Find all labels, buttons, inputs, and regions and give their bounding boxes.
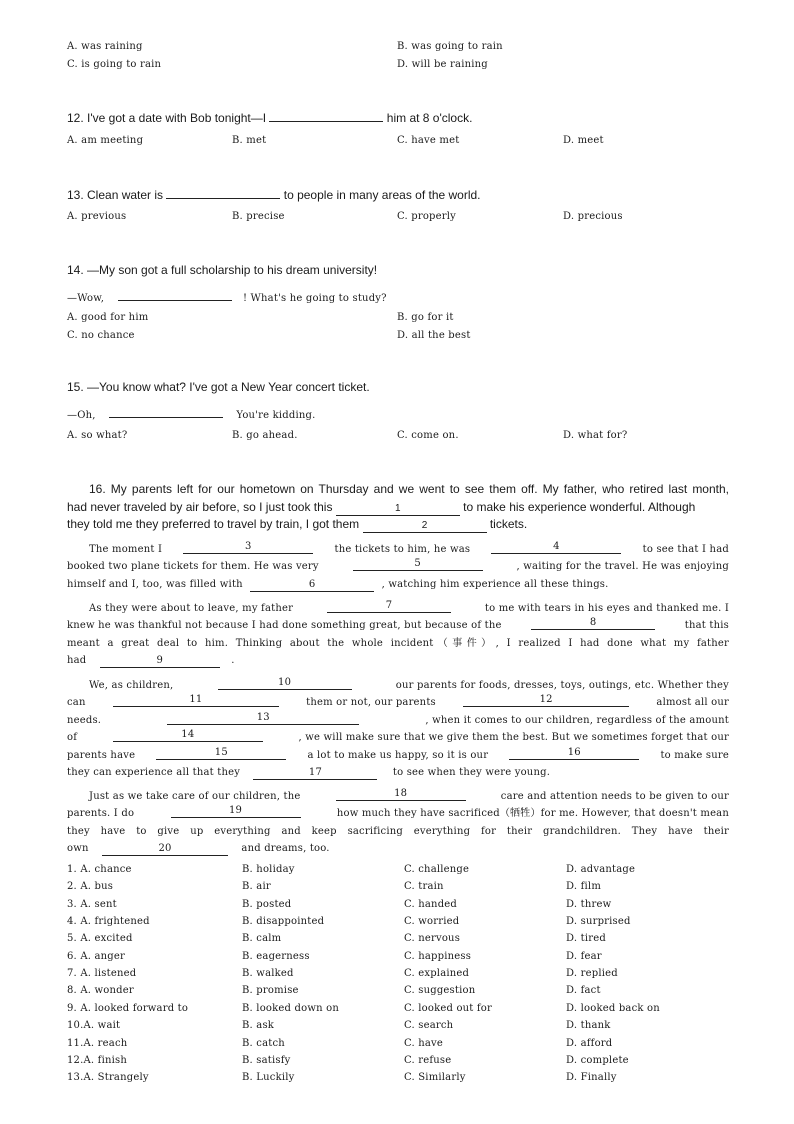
p5-t2: care and attention needs to be given to our <box>500 791 729 802</box>
q14-option-b: B. go for it <box>397 312 454 323</box>
option-a: 1. A. chance <box>67 864 132 875</box>
blank-14[interactable]: 14 <box>113 729 263 742</box>
option-b: B. satisfy <box>242 1054 291 1066</box>
option-b: B. air <box>242 881 271 893</box>
p5-line-1 <box>67 788 729 805</box>
p4-t8: needs. <box>67 714 102 726</box>
q15-reply <box>67 405 316 421</box>
blank-1[interactable]: 1 <box>336 503 460 516</box>
option-b: B. calm <box>242 933 282 945</box>
option-c: C. suggestion <box>404 985 476 997</box>
blank-5[interactable]: 5 <box>353 558 483 571</box>
passage-paragraph-3 <box>67 600 729 670</box>
q13-blank[interactable] <box>166 186 280 199</box>
q12-blank[interactable] <box>269 109 383 122</box>
option-a: 10.A. wait <box>67 1020 121 1032</box>
q12-option-c: C. have met <box>397 135 460 146</box>
p2-t4: to see that I had <box>642 544 729 555</box>
option-a: 8. A. wonder <box>67 985 134 997</box>
p1-text-a: had never traveled by air before, so I just took this <box>67 499 333 514</box>
option-d: D. thank <box>566 1020 611 1032</box>
option-b: B. promise <box>242 985 299 997</box>
q13-stem-before: 13. Clean water is <box>67 188 164 202</box>
p1-text-b: to make his experience wonderful. Although <box>463 499 696 514</box>
p4-t14: parents have <box>67 749 136 761</box>
option-d: D. threw <box>566 898 612 910</box>
option-d: D. complete <box>566 1054 629 1066</box>
option-row <box>67 1020 747 1037</box>
option-row <box>67 1038 747 1055</box>
option-row <box>67 916 747 933</box>
q13-stem-after: to people in many areas of the world. <box>283 188 481 202</box>
p4-t7: almost all our <box>656 697 729 709</box>
p4-t21: to see when they were young. <box>392 767 551 779</box>
p5-t7: own <box>67 843 89 855</box>
p4-line-5 <box>67 747 729 764</box>
option-a: 2. A. bus <box>67 881 114 893</box>
option-c: C. Similarly <box>404 1072 466 1084</box>
q11-option-c: C. is going to rain <box>67 59 162 70</box>
q15-reply-after: You're kidding. <box>236 410 316 421</box>
option-a: 4. A. frightened <box>67 916 150 928</box>
p4-t2: our parents for foods, dresses, toys, outings, etc. Whether they <box>395 680 729 691</box>
p4-t19: they can experience all that they <box>67 767 241 779</box>
p4-line-6 <box>67 764 729 781</box>
blank-10[interactable]: 10 <box>218 677 352 690</box>
option-row <box>67 968 747 985</box>
option-a: 3. A. sent <box>67 898 117 910</box>
p5-t3: parents. I do <box>67 808 135 820</box>
option-row <box>67 864 747 881</box>
option-a: 9. A. looked forward to <box>67 1002 189 1014</box>
q13-option-c: C. properly <box>397 211 457 222</box>
q11-option-d: D. will be raining <box>397 59 488 70</box>
q13-options <box>67 211 747 228</box>
blank-16[interactable]: 16 <box>509 747 639 760</box>
option-row <box>67 951 747 968</box>
q15-reply-before: —Oh, <box>67 410 96 421</box>
option-d: D. film <box>566 881 601 893</box>
option-d: D. advantage <box>566 864 636 875</box>
p3-line-3: meant a great deal to him. Thinking about the whole incident（事件）, I realized I had done what my father <box>67 637 729 649</box>
option-c: C. happiness <box>404 950 472 962</box>
option-d: D. replied <box>566 968 618 980</box>
option-c: C. handed <box>404 898 458 910</box>
q13-option-a: A. previous <box>67 211 127 222</box>
blank-19[interactable]: 19 <box>171 805 301 818</box>
q15-option-c: C. come on. <box>397 430 459 441</box>
blank-3[interactable]: 3 <box>183 541 313 554</box>
p5-line-4 <box>67 840 729 857</box>
blank-7[interactable]: 7 <box>327 600 451 613</box>
p3-t3: knew he was thankful not because I had done something great, but because of the <box>67 620 502 632</box>
option-d: D. looked back on <box>566 1002 660 1014</box>
q12-option-d: D. meet <box>563 135 604 146</box>
p4-t10: , when it comes to our children, regardless of the amount <box>425 714 729 726</box>
blank-20[interactable]: 20 <box>102 843 228 856</box>
p2-t10: , watching him experience all these things. <box>381 578 609 590</box>
p5-line-3: they have to give up everything and keep sacrificing everything for their grandchildren. They have their <box>67 825 729 837</box>
blank-2[interactable]: 2 <box>363 520 487 533</box>
blank-8[interactable]: 8 <box>531 617 655 630</box>
passage-paragraph-1 <box>67 481 729 534</box>
option-row <box>67 1003 747 1020</box>
option-c: C. explained <box>404 968 470 980</box>
p3-t9: . <box>231 655 235 667</box>
option-row <box>67 899 747 916</box>
option-a: 13.A. Strangely <box>67 1072 149 1084</box>
p1-text-c: they told me they preferred to travel by train, I got them <box>67 517 360 531</box>
q12-option-b: B. met <box>232 135 267 146</box>
blank-17[interactable]: 17 <box>253 767 377 780</box>
option-b: B. holiday <box>242 864 295 875</box>
option-d: D. fact <box>566 985 601 997</box>
q12-options <box>67 135 747 152</box>
option-c: C. refuse <box>404 1054 452 1066</box>
p1-text-d: tickets. <box>489 517 528 531</box>
p1-line-3 <box>67 516 729 534</box>
p4-line-4 <box>67 729 729 746</box>
blank-15[interactable]: 15 <box>156 747 286 760</box>
p2-t5: booked two plane tickets for them. He was very <box>67 561 319 573</box>
option-b: B. looked down on <box>242 1002 339 1014</box>
q14-reply <box>67 288 387 304</box>
blank-9[interactable]: 9 <box>100 655 220 668</box>
q12-stem-after: him at 8 o'clock. <box>386 111 473 125</box>
option-b: B. ask <box>242 1020 275 1032</box>
q11-option-a: A. was raining <box>67 41 143 52</box>
p2-t8: himself and I, too, was filled with <box>67 578 243 590</box>
option-c: C. search <box>404 1020 454 1032</box>
p3-t0: As they were about to leave, my father <box>89 603 294 614</box>
p2-t7: , waiting for the travel. He was enjoying <box>516 561 729 573</box>
q11-option-b: B. was going to rain <box>397 41 503 52</box>
passage-paragraph-5 <box>67 788 729 858</box>
option-b: B. catch <box>242 1037 285 1049</box>
option-a: 12.A. finish <box>67 1054 127 1066</box>
p4-t16: a lot to make us happy, so it is our <box>307 749 489 761</box>
option-row <box>67 1055 747 1072</box>
option-a: 11.A. reach <box>67 1037 128 1049</box>
option-row <box>67 933 747 950</box>
p4-t0: We, as children, <box>89 680 174 691</box>
p4-t5: them or not, our parents <box>306 697 436 709</box>
option-d: D. tired <box>566 933 606 945</box>
q14-option-d: D. all the best <box>397 330 471 341</box>
option-row <box>67 881 747 898</box>
option-b: B. Luckily <box>242 1072 295 1084</box>
p5-line-2 <box>67 805 729 822</box>
q14-option-c: C. no chance <box>67 330 135 341</box>
p2-line-1 <box>67 541 729 558</box>
q15-stem: 15. —You know what? I've got a New Year concert ticket. <box>67 380 370 394</box>
option-d: D. afford <box>566 1037 613 1049</box>
q12-stem <box>67 109 472 125</box>
option-c: C. have <box>404 1037 444 1049</box>
blank-18[interactable]: 18 <box>336 788 466 801</box>
q14-reply-after: ! What's he going to study? <box>242 293 387 304</box>
q12-stem-before: 12. I've got a date with Bob tonight—I <box>67 111 267 125</box>
option-a: 7. A. listened <box>67 968 137 980</box>
q12-option-a: A. am meeting <box>67 135 144 146</box>
option-a: 5. A. excited <box>67 933 133 945</box>
option-c: C. nervous <box>404 933 461 945</box>
p4-t18: to make sure <box>660 749 729 761</box>
q15-option-b: B. go ahead. <box>232 430 298 441</box>
p4-line-3 <box>67 712 729 729</box>
option-row <box>67 985 747 1002</box>
option-b: B. posted <box>242 898 292 910</box>
p2-line-2 <box>67 558 729 575</box>
option-a: 6. A. anger <box>67 950 126 962</box>
p1-line-2 <box>67 499 729 517</box>
p5-t9: and dreams, too. <box>241 843 330 855</box>
q15-option-d: D. what for? <box>563 430 628 441</box>
q13-option-b: B. precise <box>232 211 285 222</box>
blank-12[interactable]: 12 <box>463 694 629 707</box>
p5-t0: Just as we take care of our children, the <box>89 791 301 802</box>
p2-t0: The moment I <box>89 544 163 555</box>
blank-13[interactable]: 13 <box>167 712 359 725</box>
blank-6[interactable]: 6 <box>250 579 374 592</box>
option-d: D. Finally <box>566 1072 617 1084</box>
p3-line-2 <box>67 617 729 634</box>
p3-t7: had <box>67 655 87 667</box>
q15-options <box>67 430 747 447</box>
option-c: C. train <box>404 881 444 893</box>
option-c: C. looked out for <box>404 1002 493 1014</box>
p4-line-1 <box>67 677 729 694</box>
p4-t13: , we will make sure that we give them the best. But we sometimes forget that our <box>298 732 729 744</box>
q15-blank[interactable] <box>109 405 223 418</box>
option-b: B. walked <box>242 968 294 980</box>
option-d: D. surprised <box>566 916 631 928</box>
passage-paragraph-2 <box>67 541 729 593</box>
option-c: C. challenge <box>404 864 470 875</box>
p4-t11: of <box>67 732 78 744</box>
blank-4[interactable]: 4 <box>491 541 621 554</box>
p4-line-2 <box>67 694 729 711</box>
option-c: C. worried <box>404 916 460 928</box>
p2-line-3 <box>67 576 729 593</box>
q14-stem: 14. —My son got a full scholarship to his dream university! <box>67 263 378 277</box>
p1-line-1: 16. My parents left for our hometown on Thursday and we went to see them off. My father, who retired last month, <box>89 482 729 496</box>
passage-paragraph-4 <box>67 677 729 781</box>
p3-line-4 <box>67 652 729 669</box>
option-row <box>67 1072 747 1089</box>
option-d: D. fear <box>566 950 602 962</box>
option-b: B. disappointed <box>242 916 325 928</box>
option-b: B. eagerness <box>242 950 310 962</box>
q14-reply-before: —Wow, <box>67 293 105 304</box>
q14-blank[interactable] <box>118 288 232 301</box>
blank-11[interactable]: 11 <box>113 694 279 707</box>
p3-line-1 <box>67 600 729 617</box>
p4-t3: can <box>67 697 86 709</box>
p3-t2: to me with tears in his eyes and thanked me. I <box>484 603 729 614</box>
p5-t5: how much they have sacrificed（牺牲）for me. However, that doesn't mean <box>336 808 729 820</box>
p3-t5: that this <box>684 620 729 632</box>
q13-stem <box>67 186 481 202</box>
q14-option-a: A. good for him <box>67 312 149 323</box>
q15-option-a: A. so what? <box>67 430 128 441</box>
p2-t2: the tickets to him, he was <box>334 544 471 555</box>
q13-option-d: D. precious <box>563 211 623 222</box>
